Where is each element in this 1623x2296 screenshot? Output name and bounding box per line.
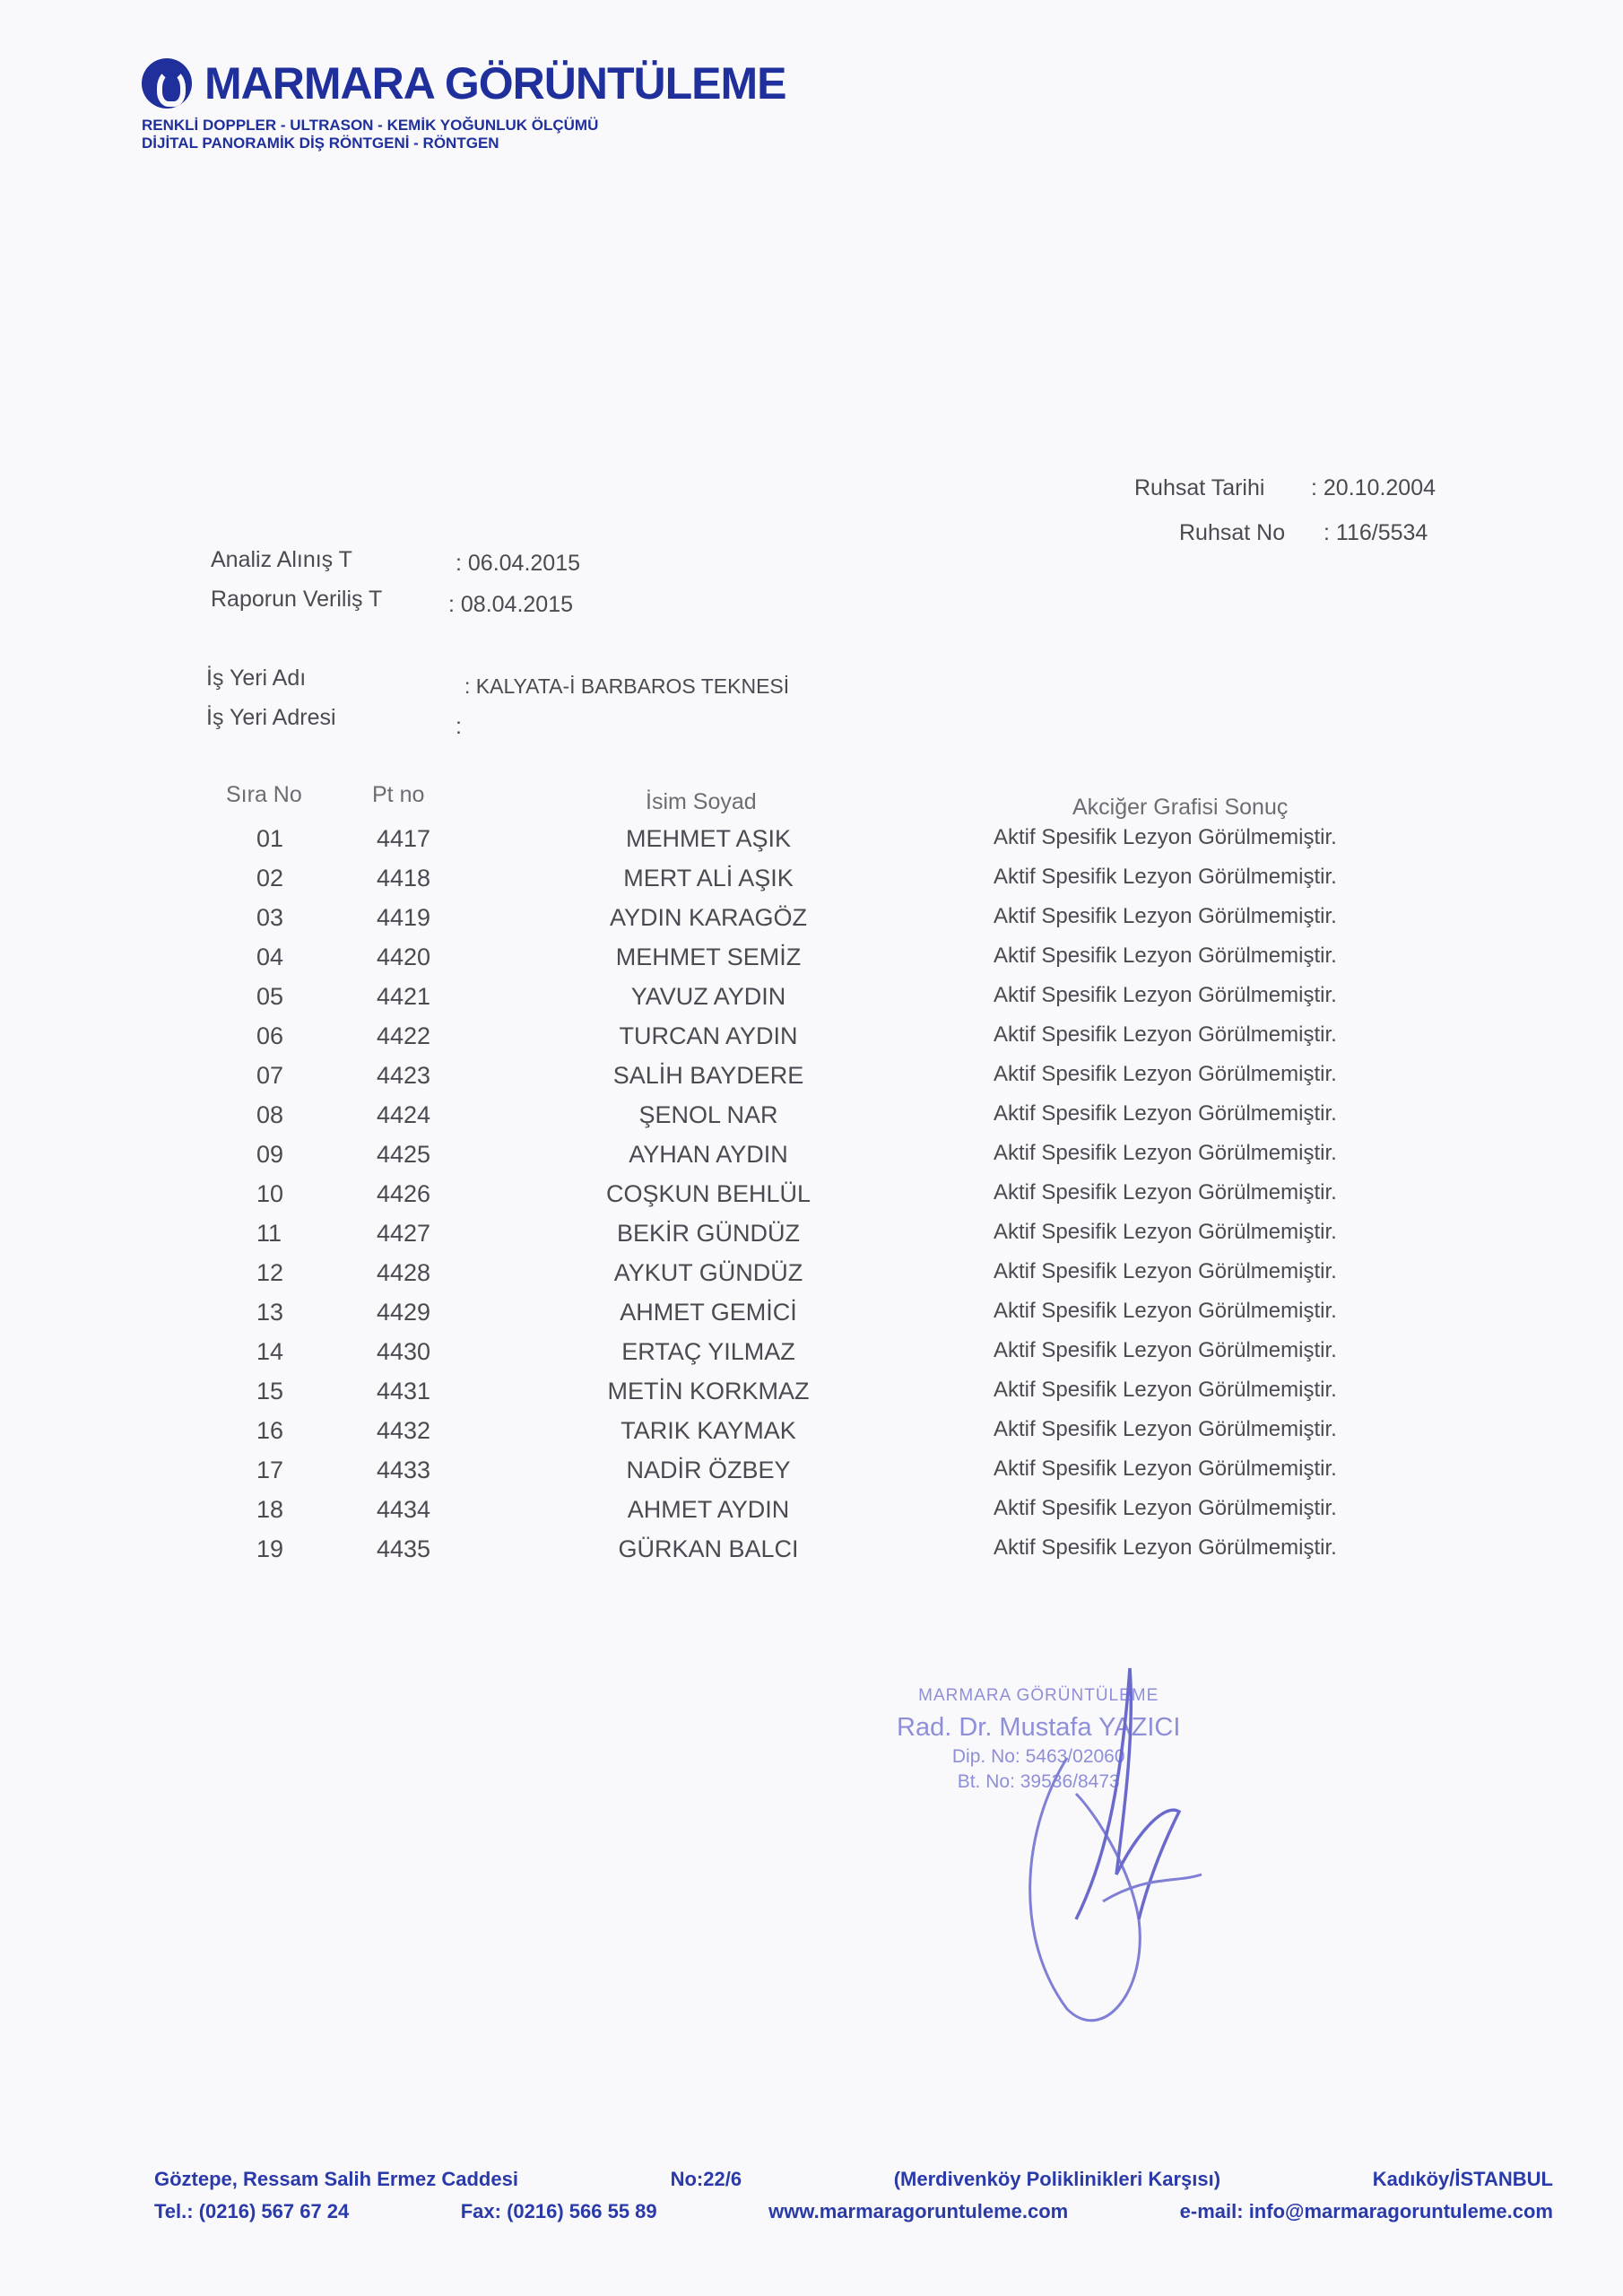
report-date-label: Raporun Veriliş T — [211, 587, 383, 612]
row-number: 01 — [256, 825, 284, 852]
table-row — [0, 1338, 1623, 1378]
footer-building-no: No:22/6 — [670, 2168, 742, 2190]
column-header-pt-no: Pt no — [372, 782, 425, 807]
workplace-address-label: İş Yeri Adresi — [206, 705, 336, 730]
patient-number: 4428 — [377, 1259, 431, 1286]
xray-result: Aktif Spesifik Lezyon Görülmemiştir. — [994, 1062, 1337, 1086]
table-row — [0, 1299, 1623, 1338]
column-header-sira-no: Sıra No — [226, 782, 302, 807]
patient-number: 4417 — [377, 825, 431, 852]
letterhead-footer — [154, 2163, 1553, 2228]
license-no-label: Ruhsat No — [1179, 520, 1286, 545]
footer-fax: Fax: (0216) 566 55 89 — [460, 2200, 657, 2222]
patient-number: 4431 — [377, 1378, 431, 1405]
xray-result: Aktif Spesifik Lezyon Görülmemiştir. — [994, 944, 1337, 968]
column-header-name: İsim Soyad — [646, 789, 757, 814]
patient-name: COŞKUN BEHLÜL — [605, 1180, 812, 1207]
xray-result: Aktif Spesifik Lezyon Görülmemiştir. — [994, 1457, 1337, 1481]
table-row — [0, 865, 1623, 904]
xray-result: Aktif Spesifik Lezyon Görülmemiştir. — [994, 1022, 1337, 1047]
patient-number: 4433 — [377, 1457, 431, 1483]
row-number: 19 — [256, 1535, 284, 1562]
row-number: 04 — [256, 944, 284, 970]
footer-street: Göztepe, Ressam Salih Ermez Caddesi — [154, 2168, 518, 2190]
row-number: 15 — [256, 1378, 284, 1405]
row-number: 17 — [256, 1457, 284, 1483]
row-number: 08 — [256, 1101, 284, 1128]
patient-name: MEHMET SEMİZ — [615, 944, 802, 970]
row-number: 07 — [256, 1062, 284, 1089]
stamp-diploma-no: Dip. No: 5463/02060 — [951, 1746, 1125, 1767]
table-row — [0, 1417, 1623, 1457]
letterhead — [142, 57, 786, 152]
patient-name: SALİH BAYDERE — [612, 1062, 804, 1089]
patient-number: 4424 — [377, 1101, 431, 1128]
report-date-value: : 08.04.2015 — [448, 592, 574, 617]
row-number: 12 — [256, 1259, 284, 1286]
table-row — [0, 1535, 1623, 1575]
signature-icon — [968, 1650, 1255, 2027]
patient-name: ŞENOL NAR — [638, 1101, 778, 1128]
table-row — [0, 1220, 1623, 1259]
table-row — [0, 904, 1623, 944]
workplace-address-value: : — [456, 714, 462, 739]
patient-name: AYKUT GÜNDÜZ — [613, 1259, 803, 1286]
table-row — [0, 1022, 1623, 1062]
row-number: 10 — [256, 1180, 284, 1207]
brand-name: MARMARA GÖRÜNTÜLEME — [204, 58, 786, 109]
xray-result: Aktif Spesifik Lezyon Görülmemiştir. — [994, 904, 1337, 928]
table-row — [0, 983, 1623, 1022]
patient-name: TARIK KAYMAK — [621, 1417, 796, 1444]
table-row — [0, 944, 1623, 983]
table-row — [0, 1457, 1623, 1496]
patient-number: 4435 — [377, 1535, 431, 1562]
footer-phone: Tel.: (0216) 567 67 24 — [154, 2200, 350, 2222]
patient-number: 4422 — [377, 1022, 431, 1049]
xray-result: Aktif Spesifik Lezyon Görülmemiştir. — [994, 865, 1337, 889]
footer-address — [154, 2163, 1553, 2196]
license-date-value: : 20.10.2004 — [1311, 475, 1436, 500]
xray-result: Aktif Spesifik Lezyon Görülmemiştir. — [994, 1141, 1337, 1165]
xray-result: Aktif Spesifik Lezyon Görülmemiştir. — [994, 1378, 1337, 1402]
table-row — [0, 825, 1623, 865]
patient-name: MERT ALİ AŞIK — [623, 865, 794, 891]
patient-number: 4418 — [377, 865, 431, 891]
analysis-date-value: : 06.04.2015 — [456, 551, 581, 576]
row-number: 03 — [256, 904, 284, 931]
stamp-registry-no: Bt. No: 39536/8473 — [957, 1771, 1120, 1792]
row-number: 09 — [256, 1141, 284, 1168]
row-number: 13 — [256, 1299, 284, 1326]
footer-landmark: (Merdivenköy Poliklinikleri Karşısı) — [893, 2168, 1221, 2190]
workplace-name-label: İş Yeri Adı — [206, 665, 307, 691]
column-header-result: Akciğer Grafisi Sonuç — [1072, 795, 1289, 820]
stamp-doctor-name: Rad. Dr. Mustafa YAZICI — [897, 1713, 1181, 1742]
license-no-value: : 116/5534 — [1324, 520, 1428, 545]
xray-result: Aktif Spesifik Lezyon Görülmemiştir. — [994, 825, 1337, 849]
patient-name: METİN KORKMAZ — [607, 1378, 810, 1405]
table-row — [0, 1062, 1623, 1101]
row-number: 14 — [256, 1338, 284, 1365]
patient-name: AYDIN KARAGÖZ — [609, 904, 808, 931]
patient-name: AHMET GEMİCİ — [620, 1299, 797, 1326]
row-number: 11 — [256, 1220, 282, 1247]
workplace-name-value: : KALYATA-İ BARBAROS TEKNESİ — [464, 674, 790, 698]
xray-result: Aktif Spesifik Lezyon Görülmemiştir. — [994, 1180, 1337, 1205]
row-number: 18 — [256, 1496, 284, 1523]
xray-result: Aktif Spesifik Lezyon Görülmemiştir. — [994, 1101, 1337, 1126]
patient-name: MEHMET AŞIK — [625, 825, 792, 852]
patient-name: YAVUZ AYDIN — [630, 983, 786, 1010]
xray-result: Aktif Spesifik Lezyon Görülmemiştir. — [994, 983, 1337, 1007]
patient-number: 4419 — [377, 904, 431, 931]
patient-name: TURCAN AYDIN — [619, 1022, 798, 1049]
footer-email: e-mail: info@marmaragoruntuleme.com — [1179, 2200, 1553, 2222]
patient-name: NADİR ÖZBEY — [626, 1457, 791, 1483]
patient-number: 4426 — [377, 1180, 431, 1207]
services-line-1: RENKLİ DOPPLER - ULTRASON - KEMİK YOĞUNLUK ÖLÇÜMÜ — [142, 117, 599, 134]
patient-number: 4430 — [377, 1338, 431, 1365]
services-line-2: DİJİTAL PANORAMİK DİŞ RÖNTGENİ - RÖNTGEN — [142, 135, 499, 152]
patient-number: 4434 — [377, 1496, 431, 1523]
table-row — [0, 1378, 1623, 1417]
patient-name: ERTAÇ YILMAZ — [621, 1338, 795, 1365]
xray-result: Aktif Spesifik Lezyon Görülmemiştir. — [994, 1496, 1337, 1520]
xray-result: Aktif Spesifik Lezyon Görülmemiştir. — [994, 1417, 1337, 1441]
xray-result: Aktif Spesifik Lezyon Görülmemiştir. — [994, 1259, 1337, 1283]
patient-number: 4421 — [377, 983, 431, 1010]
table-row — [0, 1259, 1623, 1299]
patient-name: GÜRKAN BALCI — [618, 1535, 799, 1562]
xray-result: Aktif Spesifik Lezyon Görülmemiştir. — [994, 1535, 1337, 1560]
footer-contact — [154, 2196, 1553, 2228]
stamp-clinic-name: MARMARA GÖRÜNTÜLEME — [918, 1686, 1159, 1705]
license-date-label: Ruhsat Tarihi — [1134, 475, 1265, 500]
patient-number: 4423 — [377, 1062, 431, 1089]
xray-result: Aktif Spesifik Lezyon Görülmemiştir. — [994, 1299, 1337, 1323]
patient-name: BEKİR GÜNDÜZ — [616, 1220, 801, 1247]
patient-name: AHMET AYDIN — [627, 1496, 790, 1523]
xray-result: Aktif Spesifik Lezyon Görülmemiştir. — [994, 1220, 1337, 1244]
table-row — [0, 1101, 1623, 1141]
row-number: 02 — [256, 865, 284, 891]
xray-result: Aktif Spesifik Lezyon Görülmemiştir. — [994, 1338, 1337, 1362]
patient-number: 4432 — [377, 1417, 431, 1444]
patient-number: 4429 — [377, 1299, 431, 1326]
table-row — [0, 1141, 1623, 1180]
table-row — [0, 1496, 1623, 1535]
analysis-date-label: Analiz Alınış T — [211, 547, 352, 572]
table-row — [0, 1180, 1623, 1220]
row-number: 16 — [256, 1417, 284, 1444]
row-number: 05 — [256, 983, 284, 1010]
footer-website: www.marmaragoruntuleme.com — [768, 2200, 1069, 2222]
patient-number: 4427 — [377, 1220, 431, 1247]
footer-city: Kadıköy/İSTANBUL — [1372, 2168, 1553, 2190]
patient-name: AYHAN AYDIN — [629, 1141, 788, 1168]
patient-number: 4420 — [377, 944, 431, 970]
patient-number: 4425 — [377, 1141, 431, 1168]
row-number: 06 — [256, 1022, 284, 1049]
marmara-logo-icon — [142, 58, 192, 109]
brand-row — [142, 57, 786, 109]
